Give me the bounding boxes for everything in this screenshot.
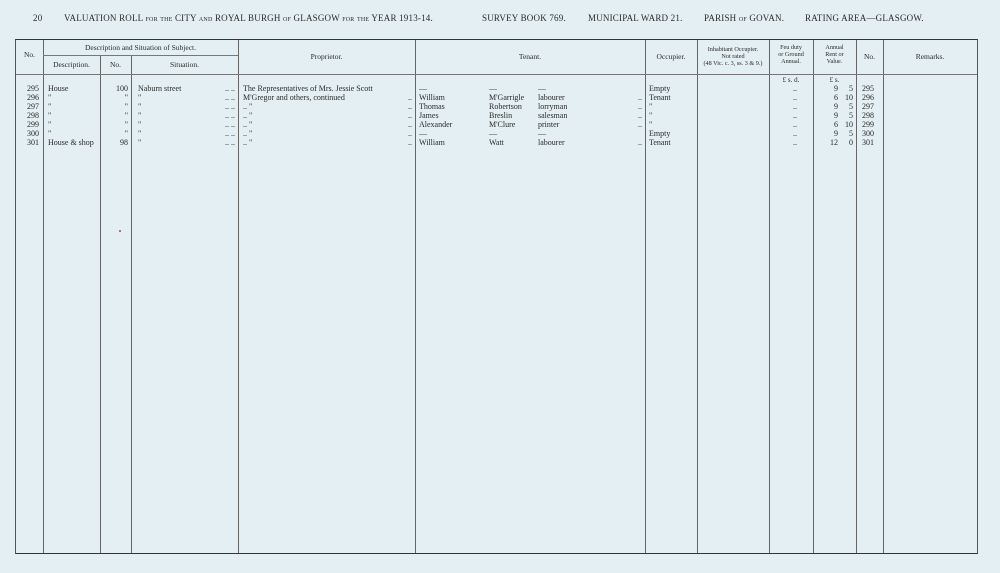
row-tenant-dots: .. [638,120,642,129]
row-street-no: " [124,93,128,102]
row-proprietor: .. " [243,120,253,129]
row-proprietor: M'Gregor and others, continued [243,93,345,102]
row-no-right: 298 [862,111,874,120]
header-feu-duty: Feu duty or Ground Annual. [778,44,804,65]
row-rent-pounds: 6 [834,93,838,102]
row-situation: " [138,129,142,138]
row-feu-duty: .. [793,129,797,138]
row-no: 299 [27,120,39,129]
row-no: 297 [27,102,39,111]
row-proprietor-dots: .. [408,120,412,129]
row-tenant-dots: .. [638,93,642,102]
row-street-no: " [124,129,128,138]
row-occupier: " [649,111,653,120]
row-tenant-occupation: — [538,84,546,93]
row-description: House [48,84,69,93]
row-street-no: " [124,111,128,120]
row-proprietor-dots: .. [408,111,412,120]
row-feu-duty: .. [793,102,797,111]
row-tenant-last: — [489,84,497,93]
row-situation-dots: .. .. [225,111,235,120]
row-rent-pounds: 9 [834,84,838,93]
parish: PARISH of GOVAN. [704,13,785,23]
header-description: Description. [53,60,90,69]
rating-area: RATING AREA—GLASGOW. [805,13,924,23]
row-proprietor-dots: .. [408,102,412,111]
row-tenant-first: William [419,138,445,147]
row-tenant-last: Watt [489,138,504,147]
row-no: 300 [27,129,39,138]
row-proprietor-dots: .. [408,138,412,147]
header-no: No. [23,50,36,59]
header-no-right: No. [863,52,876,61]
row-tenant-occupation: printer [538,120,560,129]
annual-units: £ s. [829,76,840,84]
row-no-right: 300 [862,129,874,138]
row-tenant-dots: .. [638,102,642,111]
row-rent-shillings: 10 [845,120,853,129]
valuation-table [15,39,978,554]
row-tenant-first: Thomas [419,102,445,111]
row-proprietor-dots: .. [408,129,412,138]
row-situation: " [138,93,142,102]
row-description: House & shop [48,138,94,147]
row-proprietor-dots: .. [408,93,412,102]
row-situation-dots: .. .. [225,129,235,138]
row-tenant-first: — [419,84,427,93]
row-occupier: Empty [649,84,671,93]
row-tenant-first: William [419,93,445,102]
row-situation-dots: .. .. [225,102,235,111]
row-proprietor: .. " [243,129,253,138]
row-rent-shillings: 10 [845,93,853,102]
row-rent-shillings: 5 [849,102,853,111]
row-rent-shillings: 5 [849,129,853,138]
header-remarks: Remarks. [915,52,945,61]
row-rent-pounds: 9 [834,129,838,138]
row-description: " [48,93,52,102]
survey-book: SURVEY BOOK 769. [482,13,566,23]
row-no: 296 [27,93,39,102]
row-no-right: 301 [862,138,874,147]
row-feu-duty: .. [793,120,797,129]
row-rent-pounds: 6 [834,120,838,129]
row-description: " [48,129,52,138]
row-description: " [48,120,52,129]
row-description: " [48,102,52,111]
row-tenant-dots: .. [638,111,642,120]
row-tenant-first: Alexander [419,120,453,129]
row-tenant-last: M'Garrigle [489,93,525,102]
row-no: 301 [27,138,39,147]
row-tenant-occupation: — [538,129,546,138]
row-situation-dots: .. .. [225,84,235,93]
row-tenant-occupation: labourer [538,93,565,102]
row-tenant-first: James [419,111,439,120]
row-tenant-last: Robertson [489,102,522,111]
row-occupier: " [649,120,653,129]
row-occupier: Empty [649,129,671,138]
row-feu-duty: .. [793,111,797,120]
row-situation: Naburn street [138,84,182,93]
row-tenant-last: Breslin [489,111,513,120]
roll-title: VALUATION ROLL for the CITY and ROYAL BURGH of GLASGOW for the YEAR 1913-14. [64,13,433,23]
row-rent-pounds: 9 [834,111,838,120]
row-feu-duty: .. [793,138,797,147]
row-no: 298 [27,111,39,120]
row-tenant-dots: .. [638,138,642,147]
ink-mark [119,230,121,232]
row-no-right: 299 [862,120,874,129]
row-proprietor: .. " [243,111,253,120]
row-street-no: " [124,102,128,111]
row-rent-pounds: 9 [834,102,838,111]
row-rent-shillings: 5 [849,84,853,93]
header-occupier: Occupier. [656,52,686,61]
row-rent-pounds: 12 [830,138,838,147]
header-proprietor: Proprietor. [310,52,343,61]
row-rent-shillings: 5 [849,111,853,120]
feu-units: £ s. d. [782,76,800,84]
row-occupier: Tenant [649,138,671,147]
row-situation-dots: .. .. [225,93,235,102]
row-no-right: 297 [862,102,874,111]
header-description-situation: Description and Situation of Subject. [84,43,197,52]
row-situation: " [138,138,142,147]
header-tenant: Tenant. [518,52,542,61]
header-annual-rent: Annual Rent or Value. [825,44,844,65]
row-proprietor: .. " [243,102,253,111]
row-no-right: 296 [862,93,874,102]
page-header [0,13,1000,27]
row-street-no: " [124,120,128,129]
row-situation-dots: .. .. [225,120,235,129]
row-proprietor: The Representatives of Mrs. Jessie Scott [243,84,373,93]
row-rent-shillings: 0 [849,138,853,147]
row-street-no: 98 [120,138,128,147]
row-situation: " [138,111,142,120]
row-feu-duty: .. [793,93,797,102]
row-tenant-occupation: labourer [538,138,565,147]
row-situation: " [138,120,142,129]
row-tenant-occupation: salesman [538,111,568,120]
row-description: " [48,111,52,120]
header-situation: Situation. [170,60,199,69]
row-situation: " [138,102,142,111]
row-street-no: 100 [116,84,128,93]
row-proprietor: .. " [243,138,253,147]
row-occupier: " [649,102,653,111]
page-number: 20 [33,13,43,23]
row-tenant-occupation: lorryman [538,102,568,111]
row-tenant-last: M'Clure [489,120,516,129]
row-situation-dots: .. .. [225,138,235,147]
row-feu-duty: .. [793,84,797,93]
municipal-ward: MUNICIPAL WARD 21. [588,13,683,23]
row-no: 295 [27,84,39,93]
header-inhabitant-occupier: Inhabitant Occupier. Not rated (48 Vic. c. 3, ss. 3 & 9.) [703,46,763,67]
row-occupier: Tenant [649,93,671,102]
row-tenant-first: — [419,129,427,138]
row-tenant-last: — [489,129,497,138]
header-street-no: No. [109,60,122,69]
row-no-right: 295 [862,84,874,93]
